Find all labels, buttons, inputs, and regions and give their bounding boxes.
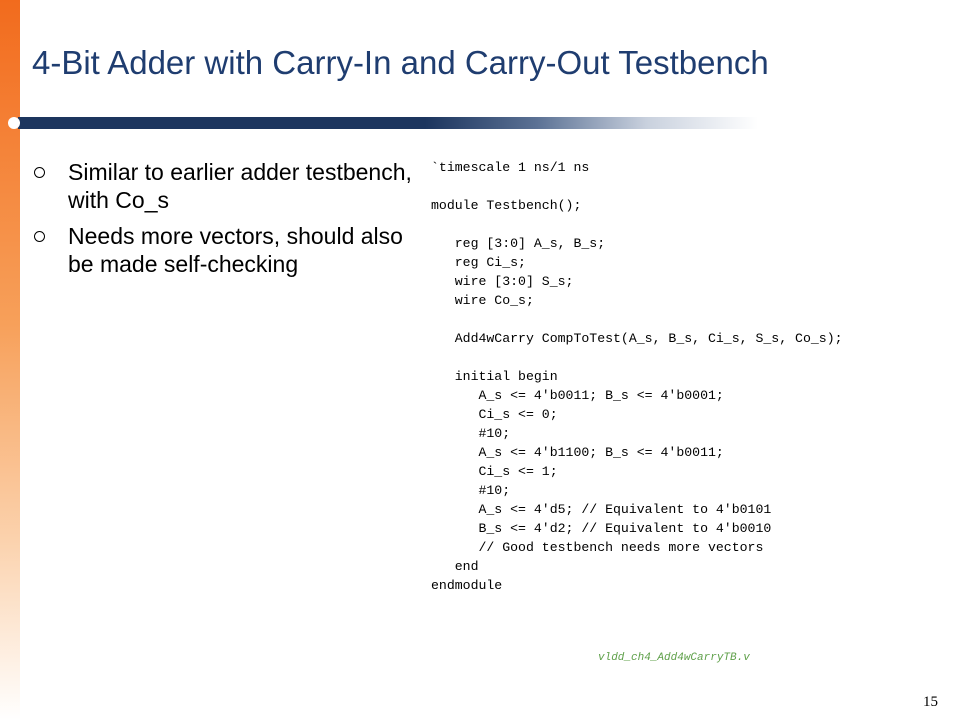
- bullet-text: Needs more vectors, should also be made self-checking: [68, 223, 403, 277]
- code-line: wire Co_s;: [431, 293, 534, 308]
- code-line: [431, 215, 843, 234]
- code-line: A_s <= 4'd5; // Equivalent to 4'b0101: [431, 502, 772, 517]
- circle-bullet-icon: [34, 167, 45, 178]
- bullet-list: [34, 158, 414, 286]
- code-line: reg Ci_s;: [431, 255, 526, 270]
- code-line: initial begin: [431, 369, 558, 384]
- code-line: // Good testbench needs more vectors: [431, 540, 764, 555]
- code-line: A_s <= 4'b0011; B_s <= 4'b0001;: [431, 388, 724, 403]
- code-line: [431, 348, 843, 367]
- code-line: A_s <= 4'b1100; B_s <= 4'b0011;: [431, 445, 724, 460]
- bullet-text: Similar to earlier adder testbench, with Co_s: [68, 159, 412, 213]
- code-line: endmodule: [431, 578, 503, 593]
- code-line: Ci_s <= 0;: [431, 407, 558, 422]
- slide-title: 4-Bit Adder with Carry-In and Carry-Out Testbench: [32, 44, 769, 81]
- code-line: [431, 177, 843, 196]
- orange-side-bar: [0, 0, 20, 720]
- title-rule-dot: [8, 117, 20, 129]
- title-rule: [18, 117, 758, 129]
- source-filename: vldd_ch4_Add4wCarryTB.v: [598, 652, 750, 664]
- code-line: B_s <= 4'd2; // Equivalent to 4'b0010: [431, 521, 772, 536]
- code-line: Ci_s <= 1;: [431, 464, 558, 479]
- code-line: Add4wCarry CompToTest(A_s, B_s, Ci_s, S_s, Co_s);: [431, 331, 843, 346]
- code-line: reg [3:0] A_s, B_s;: [431, 236, 606, 251]
- code-line: module Testbench();: [431, 198, 582, 213]
- page-number: 15: [923, 694, 938, 710]
- bullet-item: [34, 158, 414, 214]
- circle-bullet-icon: [34, 231, 45, 242]
- code-line: #10;: [431, 483, 511, 498]
- code-line: #10;: [431, 426, 511, 441]
- code-listing: [431, 158, 843, 595]
- code-line: end: [431, 559, 479, 574]
- code-line: `timescale 1 ns/1 ns: [431, 160, 590, 175]
- code-line: [431, 310, 843, 329]
- code-line: wire [3:0] S_s;: [431, 274, 574, 289]
- bullet-item: [34, 222, 414, 278]
